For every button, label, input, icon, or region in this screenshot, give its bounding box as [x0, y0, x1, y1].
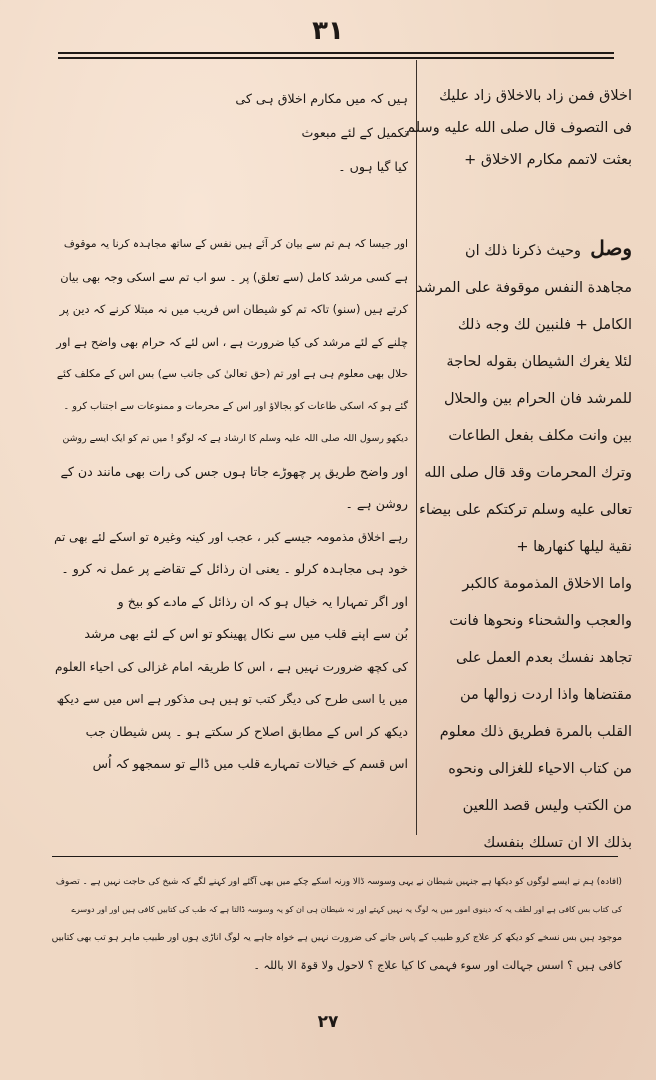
arabic-line: مجاهدة النفس موقوفة على المرشد	[416, 280, 632, 296]
footnote-line: کی کتاب بس کافی ہے اور لطف یہ کہ دینوی امور میں یہ لوگ یہ نہیں کہتے اور نہ شیطان ہی ان کو یہ وسوسہ ڈالتا ہے کہ طب کی کتابیں کافی ہیں اور اور دوسرے	[71, 905, 622, 914]
urdu-line: کیا گیا ہوں ۔	[338, 159, 408, 174]
arabic-line: مقتضاها واذا اردت زوالها من	[460, 687, 632, 703]
footnote-line: کافی ہیں ؟ اسس جہالت اور سوء فہمی کا کیا علاج ؟ لاحول ولا قوۃ الا باللہ ۔	[253, 959, 622, 972]
urdu-line: کی کچھ ضرورت نہیں ہے ، اس کا طریقہ امام غزالی کی احیاء العلوم	[54, 659, 408, 674]
page-number: ٣١	[312, 16, 344, 46]
urdu-column-body	[52, 228, 408, 781]
arabic-line: بين وانت مكلف بفعل الطاعات	[448, 428, 632, 444]
arabic-line: القلب بالمرة فطريق ذلك معلوم	[439, 724, 632, 740]
arabic-line: بعثت لاتمم مكارم الاخلاق +	[464, 152, 632, 168]
urdu-line: ہے کسی مرشد کامل (سے تعلق) پر ۔ سو اب تم سے اسکی وجہ بھی بیان	[60, 269, 408, 284]
urdu-line: اور اگر تمہارا یہ خیال ہو کہ ان رذائل کے مادے کو بیخ و	[117, 593, 408, 609]
urdu-line: میں یا اسی طرح کی دیگر کتب تو ہیں ہی مذکور ہے اس میں سے دیکھ	[56, 692, 408, 706]
arabic-line: للمرشد فان الحرام بين والحلال	[443, 391, 632, 407]
footnote	[48, 868, 622, 980]
urdu-line: حلال بھی معلوم ہی ہے اور تم (حق تعالیٰ کی جانب سے) بس اس کے مکلف کئے	[56, 368, 408, 380]
urdu-line: کرتے ہیں (سنو) تاکہ تم کو شیطان اس فریب میں نہ مبتلا کرنے کہ دین پر	[59, 302, 408, 316]
urdu-line: بُن سے اپنے قلب میں سے نکال پھینکو تو اس کے لئے بھی مرشد	[84, 626, 408, 641]
urdu-column-top	[198, 82, 408, 184]
urdu-line: تکمیل کے لئے مبعوث	[301, 125, 408, 140]
arabic-line: والعجب والشحناء ونحوها فانت	[449, 613, 632, 629]
arabic-line: وصل وحيث ذكرنا ذلك ان	[464, 236, 632, 260]
arabic-line: تجاهد نفسك بعدم العمل على	[456, 650, 632, 666]
arabic-line: من كتاب الاحياء للغزالى ونحوه	[448, 761, 632, 777]
arabic-line: واما الاخلاق المذمومة كالكبر	[462, 576, 632, 592]
arabic-line: فى التصوف قال صلى الله عليه وسلم	[406, 120, 632, 136]
urdu-line: اس قسم کے خیالات تمہارے قلب میں ڈالے تو سمجھو کہ اُس	[92, 756, 408, 771]
arabic-line: من الكتب وليس قصد اللعين	[462, 798, 632, 814]
urdu-line: گئے ہو کہ اسکی طاعات کو بجالاؤ اور اس کے محرمات و ممنوعات سے اجتناب کرو ۔	[63, 400, 408, 412]
arabic-line: اخلاق فمن زاد بالاخلاق زاد عليك	[439, 88, 632, 104]
urdu-line: دیکھو رسول اللہ صلی اللہ علیہ وسلم کا ارشاد ہے کہ لوگو ! میں تم کو ایک ایسے روشن	[62, 433, 408, 444]
page-footer-number: ٢٧	[317, 1012, 339, 1032]
urdu-line: اور جیسا کہ ہم تم سے بیان کر آئے ہیں نفس کے ساتھ مجاہدہ کرنا یہ موقوف	[63, 238, 408, 250]
header-rule	[58, 52, 614, 54]
urdu-line: ہیں کہ میں مکارم اخلاق ہی کی	[235, 91, 408, 106]
section-label-wasl: وصل	[590, 236, 632, 260]
urdu-line: چلنے کے لئے مرشد کی کیا ضرورت ہے ، اس لئے کہ حرام بھی واضح ہے اور	[56, 334, 408, 349]
footnote-line: موجود ہیں بس نسخے کو دیکھ کر علاج کرو طبیب کے پاس جانے کی ضرورت نہیں ہے خواہ جاہے یہ لوگ اناڑی ہوں اور طبیب ماہر ہو تب بھی کتابیں	[51, 932, 622, 943]
urdu-line: روشن ہے ۔	[345, 496, 408, 511]
arabic-line: لئلا يغرك الشيطان بقوله لحاجة	[446, 354, 632, 370]
footnote-line: (افادہ) ہم نے ایسے لوگوں کو دیکھا ہے جنہیں شیطان نے یہی وسوسہ ڈالا ورنہ اسکے چکے میں بھی آگئے اور کہنے لگے کہ شیخ کی حاجت نہیں ہے ۔ تصوف	[55, 877, 622, 887]
urdu-line: رہے اخلاق مذمومہ جیسے کبر ، عجب اور کینہ وغیرہ تو اسکے لئے بھی تم	[54, 529, 408, 544]
urdu-line: خود ہی مجاہدہ کرلو ۔ یعنی ان رذائل کے تقاضے پر عمل نہ کرو ۔	[61, 561, 408, 576]
header-rule-double	[58, 57, 614, 59]
urdu-line: اور واضح طریق پر چھوڑے جاتا ہوں جس کی رات بھی مانند دن کے	[60, 463, 408, 479]
arabic-line: بذلك الا ان تسلك بنفسك	[483, 835, 632, 851]
arabic-line: نقية ليلها كنهارها +	[516, 539, 632, 555]
urdu-line: دیکھ کر اس کے مطابق اصلاح کر سکتے ہو ۔ پس شیطان جب	[85, 723, 408, 739]
arabic-line: وترك المحرمات وقد قال صلى الله	[424, 465, 632, 481]
footnote-rule	[52, 856, 618, 857]
arabic-line: تعالى عليه وسلم تركتكم على بيضاء	[419, 502, 632, 518]
arabic-line: الكامل + فلنبين لك وجه ذلك	[457, 317, 632, 333]
